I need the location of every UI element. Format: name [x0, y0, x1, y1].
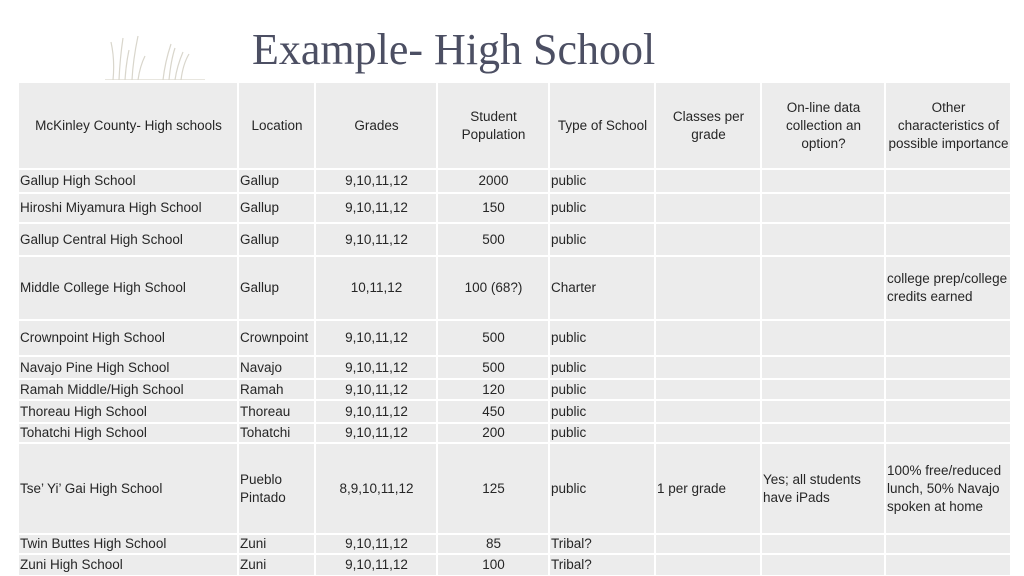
cell-school: Ramah Middle/High School	[18, 379, 238, 400]
cell-location: Tohatchi	[238, 423, 315, 443]
cell-type: public	[549, 193, 655, 223]
cell-classes	[655, 534, 761, 554]
cell-online	[761, 423, 885, 443]
header-population: Student Population	[437, 82, 549, 169]
table-row	[18, 193, 1011, 223]
cell-online	[761, 193, 885, 223]
table-row	[18, 423, 1011, 443]
cell-type: public	[549, 223, 655, 256]
cell-other	[885, 320, 1011, 356]
cell-classes	[655, 256, 761, 320]
cell-population: 120	[437, 379, 549, 400]
cell-online	[761, 400, 885, 423]
cell-type: public	[549, 423, 655, 443]
cell-grades: 9,10,11,12	[315, 423, 437, 443]
cell-classes	[655, 356, 761, 379]
cell-grades: 9,10,11,12	[315, 379, 437, 400]
cell-population: 85	[437, 534, 549, 554]
cell-other	[885, 554, 1011, 576]
cell-school: Crownpoint High School	[18, 320, 238, 356]
cell-location: Pueblo Pintado	[238, 443, 315, 534]
cell-population: 500	[437, 320, 549, 356]
cell-population: 200	[437, 423, 549, 443]
cell-school: Gallup Central High School	[18, 223, 238, 256]
slide-title: Example- High School	[252, 25, 656, 74]
table-row	[18, 256, 1011, 320]
cell-classes	[655, 223, 761, 256]
table-row	[18, 379, 1011, 400]
cell-classes	[655, 320, 761, 356]
header-row	[18, 82, 1011, 169]
table-row	[18, 169, 1011, 193]
cell-school: Hiroshi Miyamura High School	[18, 193, 238, 223]
header-other: Other characteristics of possible importance	[885, 82, 1011, 169]
cell-school: Middle College High School	[18, 256, 238, 320]
cell-location: Gallup	[238, 223, 315, 256]
cell-school: Twin Buttes High School	[18, 534, 238, 554]
cell-population: 2000	[437, 169, 549, 193]
cell-online	[761, 379, 885, 400]
cell-population: 100	[437, 554, 549, 576]
cell-grades: 9,10,11,12	[315, 320, 437, 356]
cell-type: public	[549, 400, 655, 423]
cell-school: Gallup High School	[18, 169, 238, 193]
cell-classes	[655, 423, 761, 443]
cell-online	[761, 356, 885, 379]
cell-school: Tse’ Yi’ Gai High School	[18, 443, 238, 534]
cell-population: 125	[437, 443, 549, 534]
table-row	[18, 534, 1011, 554]
cell-school: Thoreau High School	[18, 400, 238, 423]
cell-online	[761, 223, 885, 256]
cell-population: 500	[437, 223, 549, 256]
header-grades: Grades	[315, 82, 437, 169]
cell-location: Thoreau	[238, 400, 315, 423]
cell-online	[761, 169, 885, 193]
cell-other: 100% free/reduced lunch, 50% Navajo spoken at home	[885, 443, 1011, 534]
cell-online: Yes; all students have iPads	[761, 443, 885, 534]
cell-location: Gallup	[238, 169, 315, 193]
header-online: On-line data collection an option?	[761, 82, 885, 169]
cell-grades: 9,10,11,12	[315, 356, 437, 379]
cell-classes	[655, 379, 761, 400]
header-location: Location	[238, 82, 315, 169]
cell-classes	[655, 193, 761, 223]
cell-online	[761, 554, 885, 576]
cell-location: Gallup	[238, 256, 315, 320]
cell-type: public	[549, 379, 655, 400]
cell-classes	[655, 169, 761, 193]
cell-location: Navajo	[238, 356, 315, 379]
cell-grades: 9,10,11,12	[315, 554, 437, 576]
cell-location: Crownpoint	[238, 320, 315, 356]
cell-other	[885, 379, 1011, 400]
cell-grades: 8,9,10,11,12	[315, 443, 437, 534]
header-school: McKinley County- High schools	[18, 82, 238, 169]
cell-type: public	[549, 356, 655, 379]
cell-location: Zuni	[238, 534, 315, 554]
table-row	[18, 443, 1011, 534]
grass-decoration	[105, 30, 205, 80]
header-type: Type of School	[549, 82, 655, 169]
cell-other	[885, 534, 1011, 554]
cell-grades: 9,10,11,12	[315, 193, 437, 223]
cell-grades: 9,10,11,12	[315, 169, 437, 193]
header-classes: Classes per grade	[655, 82, 761, 169]
cell-location: Zuni	[238, 554, 315, 576]
schools-table	[17, 81, 1012, 576]
cell-type: public	[549, 320, 655, 356]
table-row	[18, 554, 1011, 576]
cell-population: 100 (68?)	[437, 256, 549, 320]
cell-other	[885, 356, 1011, 379]
cell-online	[761, 256, 885, 320]
cell-other	[885, 193, 1011, 223]
cell-population: 450	[437, 400, 549, 423]
cell-grades: 9,10,11,12	[315, 534, 437, 554]
table-row	[18, 320, 1011, 356]
cell-other: college prep/college credits earned	[885, 256, 1011, 320]
cell-location: Ramah	[238, 379, 315, 400]
cell-other	[885, 169, 1011, 193]
cell-classes	[655, 400, 761, 423]
cell-school: Tohatchi High School	[18, 423, 238, 443]
cell-classes: 1 per grade	[655, 443, 761, 534]
cell-grades: 9,10,11,12	[315, 223, 437, 256]
cell-type: Charter	[549, 256, 655, 320]
cell-classes	[655, 554, 761, 576]
cell-type: Tribal?	[549, 554, 655, 576]
table-row	[18, 356, 1011, 379]
cell-location: Gallup	[238, 193, 315, 223]
cell-population: 500	[437, 356, 549, 379]
table-row	[18, 400, 1011, 423]
cell-population: 150	[437, 193, 549, 223]
table-row	[18, 223, 1011, 256]
cell-online	[761, 320, 885, 356]
cell-type: Tribal?	[549, 534, 655, 554]
cell-type: public	[549, 443, 655, 534]
cell-type: public	[549, 169, 655, 193]
cell-other	[885, 400, 1011, 423]
cell-other	[885, 423, 1011, 443]
cell-school: Navajo Pine High School	[18, 356, 238, 379]
cell-other	[885, 223, 1011, 256]
cell-school: Zuni High School	[18, 554, 238, 576]
cell-grades: 10,11,12	[315, 256, 437, 320]
cell-online	[761, 534, 885, 554]
cell-grades: 9,10,11,12	[315, 400, 437, 423]
